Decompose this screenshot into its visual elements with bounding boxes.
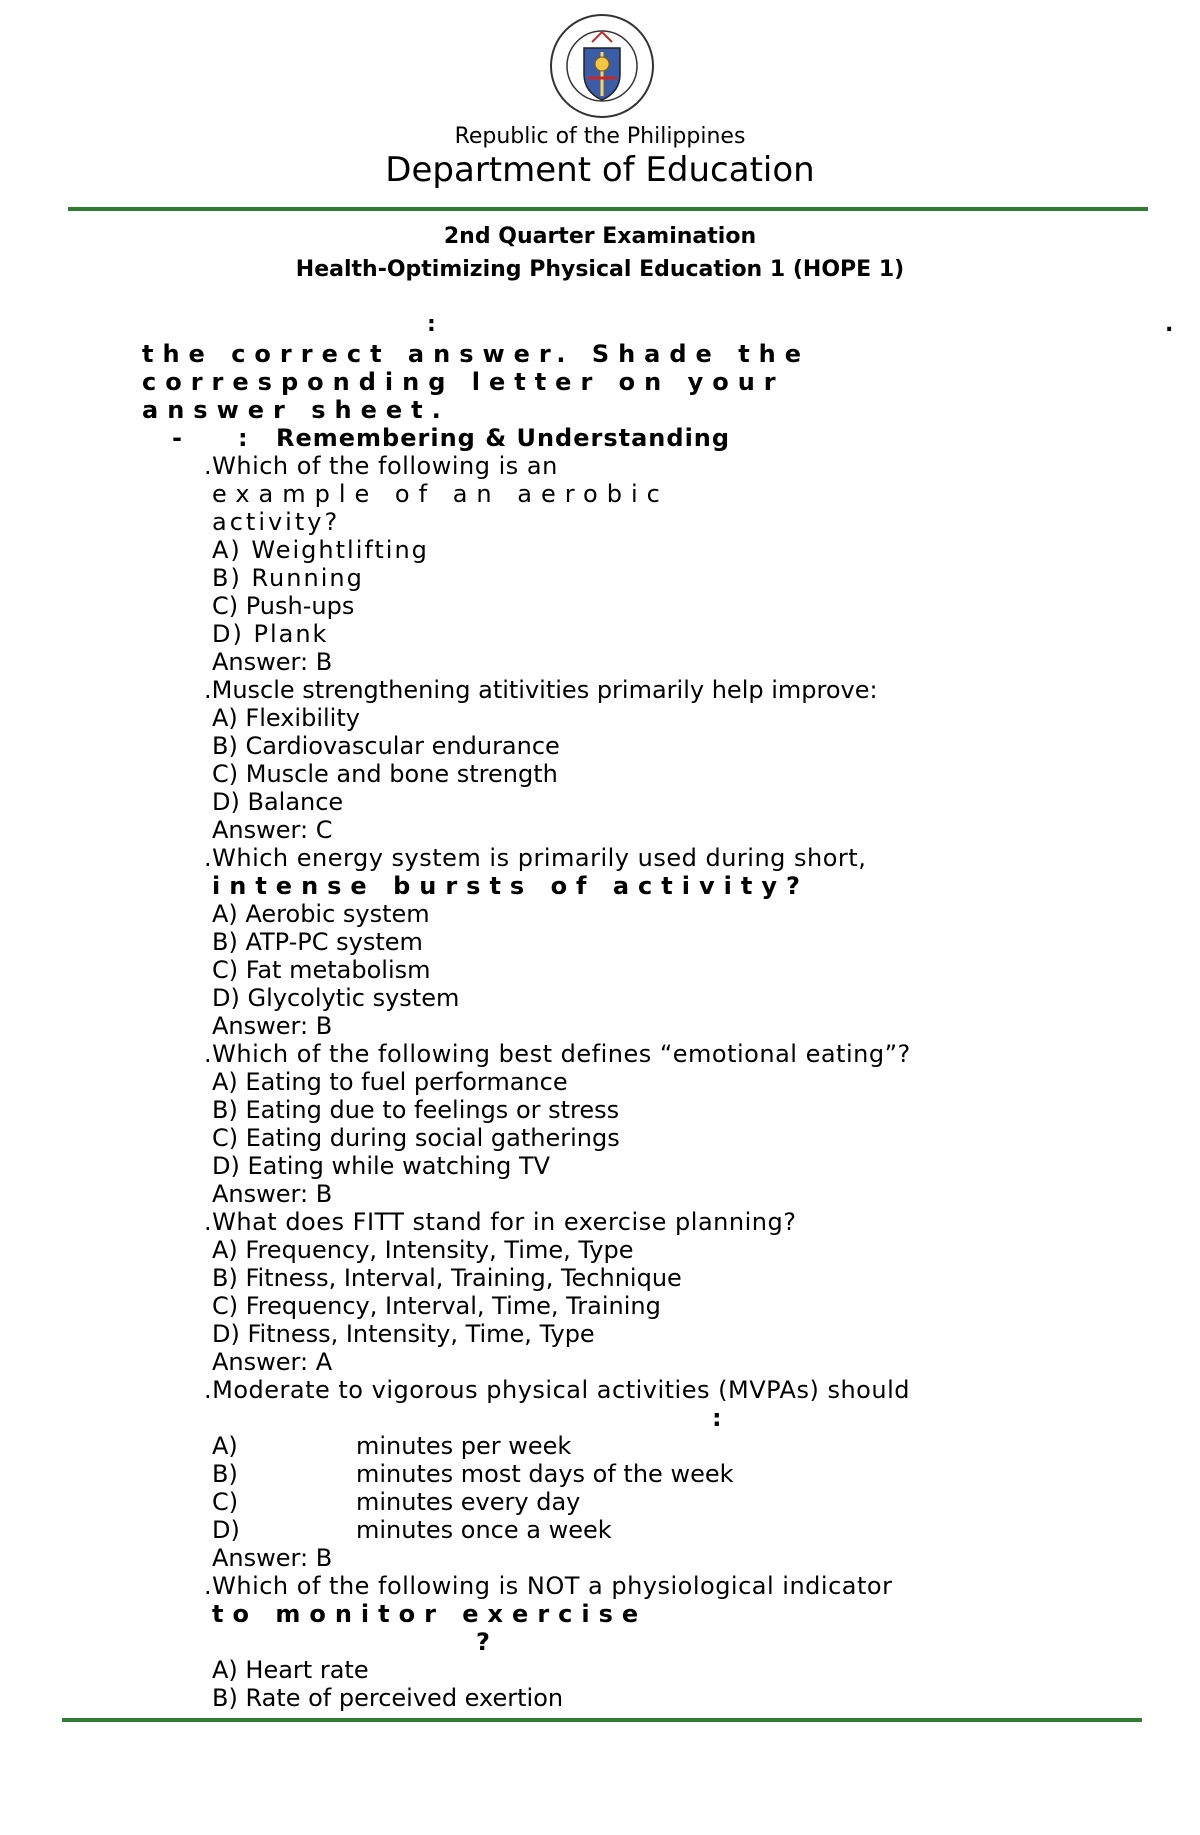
- instructions-colon: :: [427, 312, 436, 337]
- instructions-line-2: corresponding letter on your: [142, 368, 785, 396]
- question-1-answer: Answer: B: [212, 648, 333, 676]
- question-7-choice-b: B) Rate of perceived exertion: [212, 1684, 564, 1712]
- question-5-choice-b: B) Fitness, Interval, Training, Technique: [212, 1264, 682, 1292]
- footer-divider: [62, 1718, 1142, 1722]
- section-colon: :: [238, 424, 248, 452]
- question-2-choice-d: D) Balance: [212, 788, 344, 816]
- header-divider: [68, 207, 1148, 211]
- question-7-line-2: to monitor exercise: [212, 1600, 648, 1628]
- question-7-line-3: ?: [476, 1628, 490, 1656]
- question-3-choice-d: D) Glycolytic system: [212, 984, 460, 1012]
- question-3-line-2: intense bursts of activity?: [212, 872, 809, 900]
- question-1-choice-b: B) Running: [212, 564, 364, 592]
- instructions-line-3: answer sheet.: [142, 396, 450, 424]
- deped-seal-icon: [548, 12, 656, 120]
- question-4-line-1: .Which of the following best defines “emotional eating”?: [204, 1040, 911, 1068]
- question-2-answer: Answer: C: [212, 816, 333, 844]
- question-4-choice-b: B) Eating due to feelings or stress: [212, 1096, 620, 1124]
- question-6-choice-b-label: B): [212, 1460, 238, 1488]
- question-6-choice-d-label: D): [212, 1516, 240, 1544]
- section-dash: -: [172, 424, 182, 452]
- question-1-choice-d: D) Plank: [212, 620, 329, 648]
- question-3-choice-a: A) Aerobic system: [212, 900, 430, 928]
- question-2-choice-a: A) Flexibility: [212, 704, 360, 732]
- question-4-choice-c: C) Eating during social gatherings: [212, 1124, 620, 1152]
- question-6-choice-c-text: minutes every day: [356, 1488, 581, 1516]
- instructions-dot: .: [1165, 312, 1174, 337]
- question-1-line-2: example of an aerobic: [212, 480, 669, 508]
- question-4-choice-d: D) Eating while watching TV: [212, 1152, 551, 1180]
- question-3-choice-c: C) Fat metabolism: [212, 956, 431, 984]
- question-3-answer: Answer: B: [212, 1012, 333, 1040]
- question-2-line-1: .Muscle strengthening atitivities primarily help improve:: [204, 676, 878, 704]
- question-3-choice-b: B) ATP-PC system: [212, 928, 423, 956]
- question-6-line-1: .Moderate to vigorous physical activities (MVPAs) should: [204, 1376, 910, 1404]
- question-1-line-3: activity?: [212, 508, 341, 536]
- question-6-choice-c-label: C): [212, 1488, 239, 1516]
- question-3-line-1: .Which energy system is primarily used during short,: [204, 844, 867, 872]
- question-6-choice-a-text: minutes per week: [356, 1432, 572, 1460]
- question-5-answer: Answer: A: [212, 1348, 333, 1376]
- question-1-choice-c: C) Push-ups: [212, 592, 355, 620]
- section-label: Remembering & Understanding: [276, 424, 731, 452]
- question-2-choice-c: C) Muscle and bone strength: [212, 760, 558, 788]
- question-5-line-1: .What does FITT stand for in exercise planning?: [204, 1208, 797, 1236]
- question-7-choice-a: A) Heart rate: [212, 1656, 369, 1684]
- question-6-line-2: :: [712, 1404, 722, 1432]
- question-6-answer: Answer: B: [212, 1544, 333, 1572]
- question-5-choice-c: C) Frequency, Interval, Time, Training: [212, 1292, 661, 1320]
- department-title: Department of Education: [385, 150, 815, 190]
- question-5-choice-d: D) Fitness, Intensity, Time, Type: [212, 1320, 595, 1348]
- question-2-choice-b: B) Cardiovascular endurance: [212, 732, 560, 760]
- question-4-choice-a: A) Eating to fuel performance: [212, 1068, 568, 1096]
- question-6-choice-b-text: minutes most days of the week: [356, 1460, 734, 1488]
- question-1-line-1: .Which of the following is an: [204, 452, 558, 480]
- question-6-choice-d-text: minutes once a week: [356, 1516, 612, 1544]
- exam-title: 2nd Quarter Examination: [443, 224, 757, 249]
- deped-seal: [548, 12, 656, 120]
- question-4-answer: Answer: B: [212, 1180, 333, 1208]
- question-7-line-1: .Which of the following is NOT a physiological indicator: [204, 1572, 893, 1600]
- instructions-line-1: the correct answer. Shade the: [142, 340, 811, 368]
- question-6-choice-a-label: A): [212, 1432, 238, 1460]
- question-1-choice-a: A) Weightlifting: [212, 536, 429, 564]
- question-5-choice-a: A) Frequency, Intensity, Time, Type: [212, 1236, 634, 1264]
- exam-subject: Health-Optimizing Physical Education 1 (HOPE 1): [295, 257, 905, 282]
- republic-line: Republic of the Philippines: [454, 124, 746, 149]
